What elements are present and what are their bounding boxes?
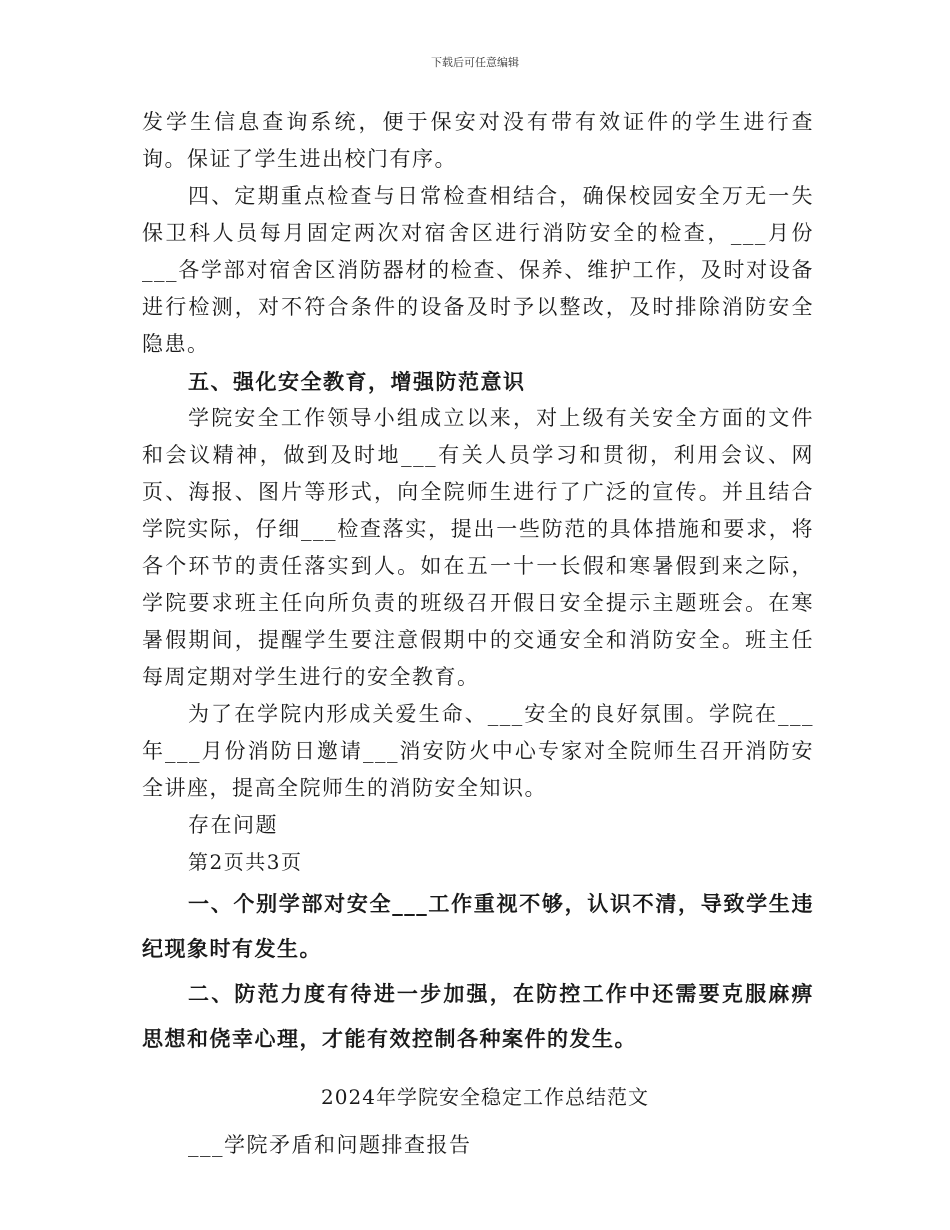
section-heading-education: 五、强化安全教育，增强防范意识 <box>188 369 526 394</box>
paragraph-report-title: ___学院矛盾和问题排查报告 <box>188 1133 472 1157</box>
document-body <box>142 104 814 1164</box>
issue-one: 一、个别学部对安全___工作重视不够，认识不清，导致学生违纪现象时有发生。 <box>142 891 814 961</box>
page-number: 第2页共3页 <box>188 850 303 874</box>
paragraph-inspection: 四、定期重点检查与日常检查相结合，确保校园安全万无一失保卫科人员每月固定两次对宿舍区进行消防安全的检查，___月份___各学部对宿舍区消防器材的检查、保养、维护工作，及时对设备进行检测，对不符合条件的设备及时予以整改，及时排除消防安全隐患。 <box>142 184 814 356</box>
page-header-note: 下载后可任意编辑 <box>431 56 519 69</box>
issue-two: 二、防范力度有待进一步加强，在防控工作中还需要克服麻痹思想和侥幸心理，才能有效控制各种案件的发生。 <box>142 981 814 1051</box>
issues-heading: 存在问题 <box>188 813 278 837</box>
paragraph-safety-education: 学院安全工作领导小组成立以来，对上级有关安全方面的文件和会议精神，做到及时地___有关人员学习和贯彻，利用会议、网页、海报、图片等形式，向全院师生进行了广泛的宣传。并且结合学院实际，仔细___检查落实，提出一些防范的具体措施和要求，将各个环节的责任落实到人。如在五一十一长假和寒暑假到来之际，学院要求班主任向所负责的班级召开假日安全提示主题班会。在寒暑假期间，提醒学生要注意假期中的交通安全和消防安全。班主任每周定期对学生进行的安全教育。 <box>142 406 814 689</box>
document-title: 2024年学院安全稳定工作总结范文 <box>321 1085 649 1109</box>
paragraph-fire-lecture: 为了在学院内形成关爱生命、___安全的良好氛围。学院在___年___月份消防日邀请___消安防火中心专家对全院师生召开消防安全讲座，提高全院师生的消防安全知识。 <box>142 702 814 800</box>
paragraph-student-info: 发学生信息查询系统，便于保安对没有带有效证件的学生进行查询。保证了学生进出校门有序。 <box>142 110 814 171</box>
